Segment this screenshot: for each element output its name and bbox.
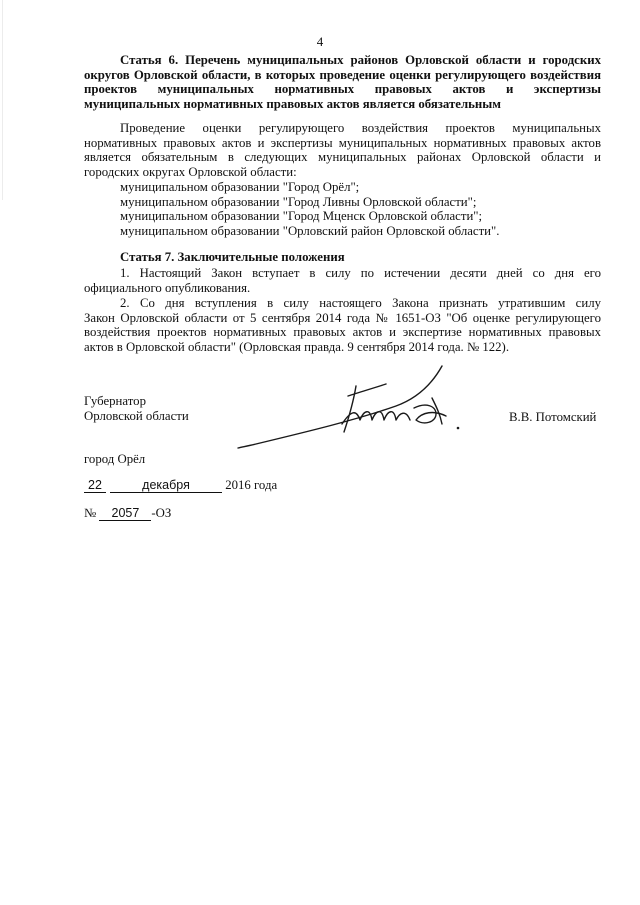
paragraph-line: актов в Орловской области" (Орловская правда. 9 сентября 2014 года. № 122). bbox=[84, 339, 510, 354]
handwritten-signature bbox=[236, 362, 468, 454]
place: город Орёл bbox=[84, 452, 146, 466]
paragraph-line: Проведение оценки регулирующего воздействия проектов муниципальных bbox=[120, 121, 601, 135]
article7-heading: Статья 7. Заключительные положения bbox=[120, 250, 345, 264]
paragraph-line: нормативных правовых актов и экспертизы муниципальных нормативных правовых актов bbox=[84, 135, 601, 150]
scan-edge-line bbox=[2, 0, 3, 200]
paragraph-line: является обязательным в следующих муниципальных районах Орловской области и bbox=[84, 150, 601, 165]
law-number bbox=[84, 506, 171, 521]
paragraph-line: официального опубликования. bbox=[84, 280, 251, 295]
heading-line: муниципальных нормативных правовых актов является обязательным bbox=[84, 96, 501, 111]
signatory-name: В.В. Потомский bbox=[509, 410, 597, 424]
paragraph-line: городских округах Орловской области: bbox=[84, 164, 297, 179]
list-item: муниципальном образовании "Город Мценск Орловской области"; bbox=[120, 209, 483, 224]
paragraph-line: 2. Со дня вступления в силу настоящего Закона признать утратившим силу bbox=[120, 296, 601, 310]
article6-paragraph bbox=[84, 121, 601, 179]
page-number: 4 bbox=[316, 34, 324, 49]
list-item: муниципальном образовании "Орловский район Орловской области". bbox=[120, 223, 500, 238]
law-number-prefix: № bbox=[84, 506, 97, 520]
date-day: 22 bbox=[84, 478, 106, 493]
article7-paragraph-2 bbox=[84, 296, 601, 354]
article6-heading bbox=[84, 53, 601, 111]
heading-line: Статья 6. Перечень муниципальных районов Орловской области и городских bbox=[120, 53, 601, 67]
paragraph-line: 1. Настоящий Закон вступает в силу по истечении десяти дней со дня его bbox=[120, 266, 601, 280]
paragraph-line: Закон Орловской области от 5 сентября 2014 года № 1651-ОЗ "Об оценке регулирующего bbox=[84, 310, 601, 325]
paragraph-line: воздействия проектов нормативных правовых актов и экспертизе нормативных правовых bbox=[84, 325, 601, 340]
law-number-value: 2057 bbox=[99, 506, 151, 521]
signatory-title-line: Орловской области bbox=[84, 408, 189, 423]
signatory-title-line: Губернатор bbox=[84, 394, 146, 408]
law-number-suffix: -ОЗ bbox=[151, 506, 172, 520]
signatory-title bbox=[84, 394, 189, 423]
signing-date bbox=[84, 478, 277, 493]
date-year: 2016 года bbox=[225, 478, 278, 492]
municipality-list bbox=[120, 180, 600, 238]
heading-line: округов Орловской области, в которых проведение оценки регулирующего воздействия bbox=[84, 67, 601, 82]
list-item: муниципальном образовании "Город Орёл"; bbox=[120, 180, 360, 194]
date-month: декабря bbox=[110, 478, 222, 493]
article7-paragraph-1 bbox=[84, 266, 601, 295]
list-item: муниципальном образовании "Город Ливны Орловской области"; bbox=[120, 194, 477, 209]
heading-line: проектов муниципальных нормативных правовых актов и экспертизы bbox=[84, 82, 601, 97]
